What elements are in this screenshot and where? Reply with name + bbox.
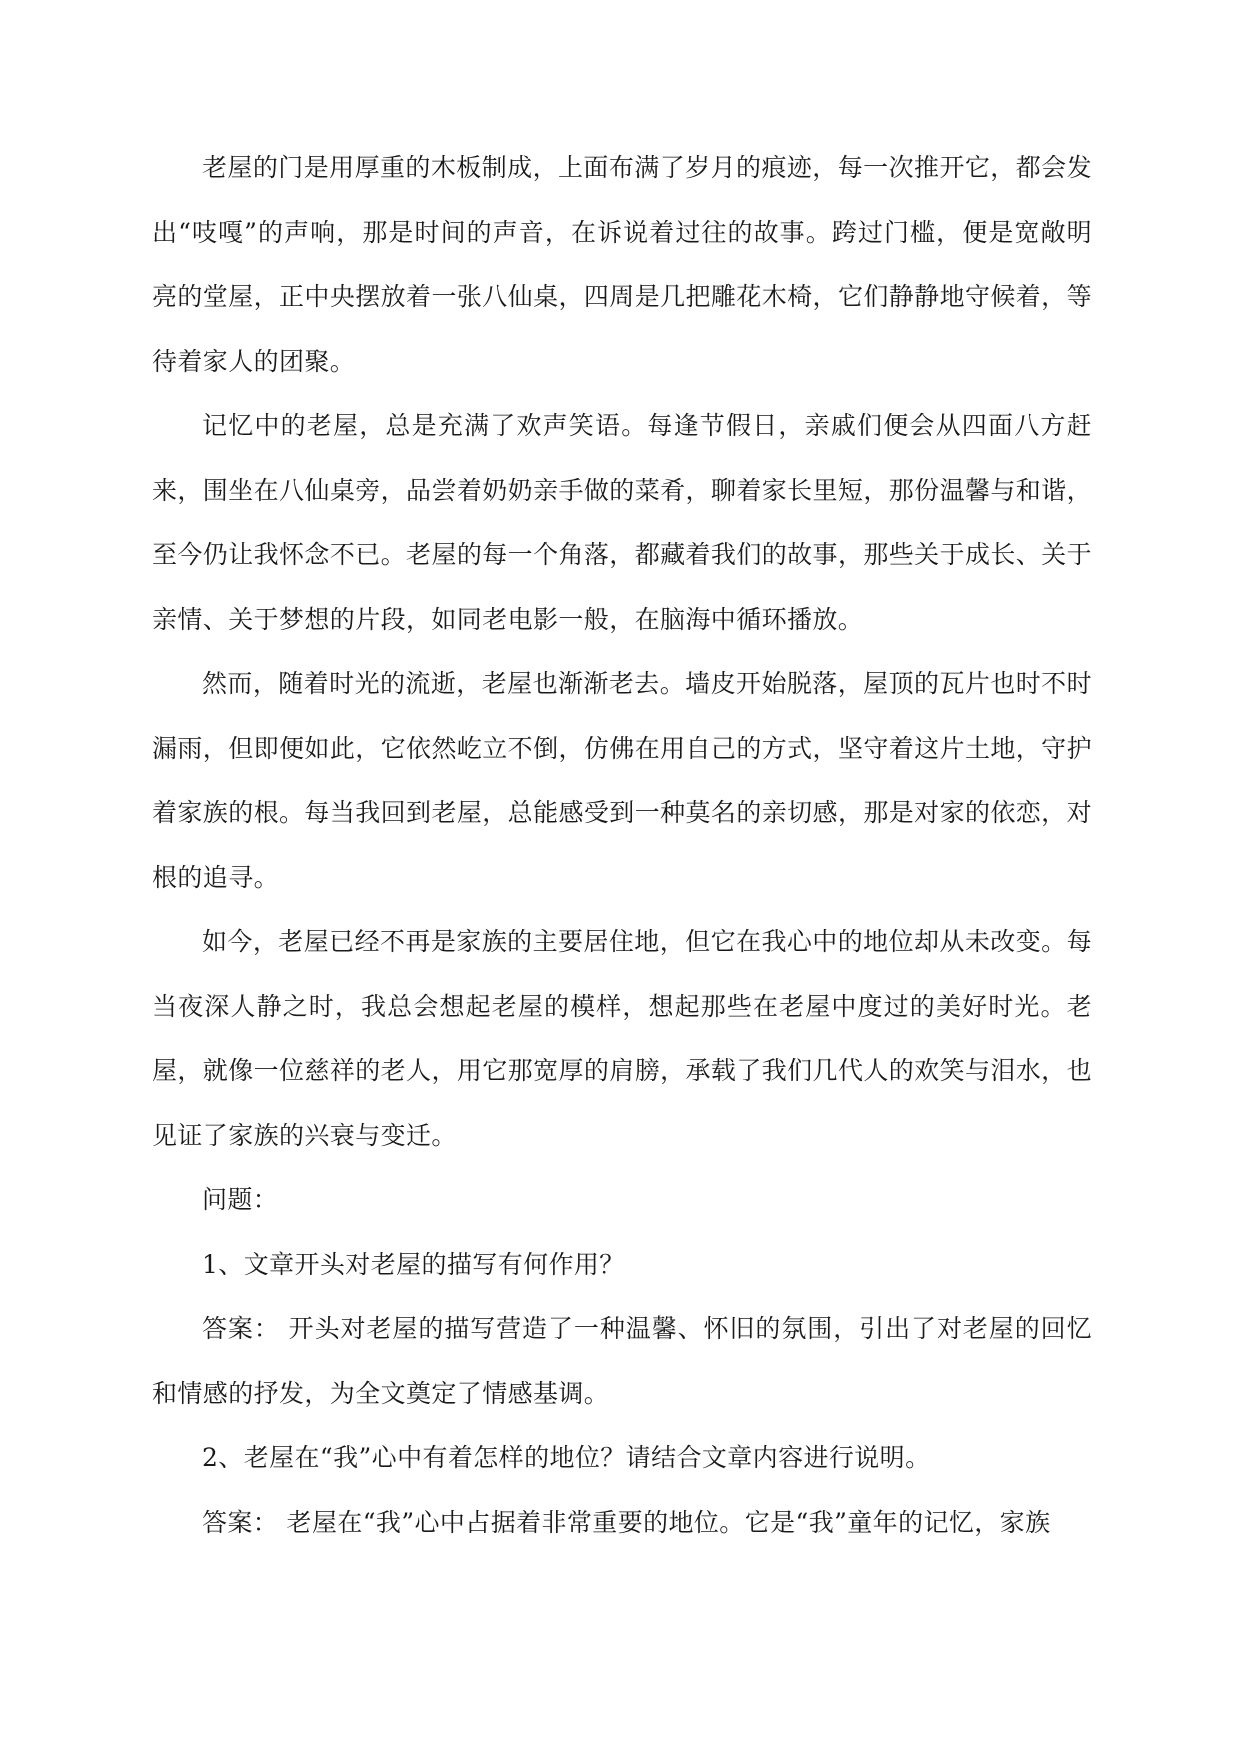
document-body xyxy=(152,136,1092,1555)
paragraph-door: 老屋的门是用厚重的木板制成，上面布满了岁月的痕迹，每一次推开它，都会发出“吱嘎”的声响，那是时间的声音，在诉说着过往的故事。跨过门槛，便是宽敞明亮的堂屋，正中央摆放着一张八仙桌，四周是几把雕花木椅，它们静静地守候着，等待着家人的团聚。 xyxy=(152,153,1092,376)
answer-1: 答案： 开头对老屋的描写营造了一种温馨、怀旧的氛围，引出了对老屋的回忆和情感的抒发，为全文奠定了情感基调。 xyxy=(152,1314,1092,1408)
paragraph-memory: 记忆中的老屋，总是充满了欢声笑语。每逢节假日，亲戚们便会从四面八方赶来，围坐在八仙桌旁，品尝着奶奶亲手做的菜肴，聊着家长里短，那份温馨与和谐，至今仍让我怀念不已。老屋的每一个角落，都藏着我们的故事，那些关于成长、关于亲情、关于梦想的片段，如同老电影一般，在脑海中循环播放。 xyxy=(152,411,1092,634)
paragraph-aging: 然而，随着时光的流逝，老屋也渐渐老去。墙皮开始脱落，屋顶的瓦片也时不时漏雨，但即便如此，它依然屹立不倒，仿佛在用自己的方式，坚守着这片土地，守护着家族的根。每当我回到老屋，总能感受到一种莫名的亲切感，那是对家的依恋，对根的追寻。 xyxy=(152,669,1092,892)
paragraph-present: 如今，老屋已经不再是家族的主要居住地，但它在我心中的地位却从未改变。每当夜深人静之时，我总会想起老屋的模样，想起那些在老屋中度过的美好时光。老屋，就像一位慈祥的老人，用它那宽厚的肩膀，承载了我们几代人的欢笑与泪水，也见证了家族的兴衰与变迁。 xyxy=(152,927,1092,1150)
question-2: 2、老屋在“我”心中有着怎样的地位？请结合文章内容进行说明。 xyxy=(202,1443,931,1472)
questions-heading: 问题： xyxy=(202,1185,279,1214)
question-1: 1、文章开头对老屋的描写有何作用？ xyxy=(202,1249,625,1279)
answer-2: 答案： 老屋在“我”心中占据着非常重要的地位。它是“我”童年的记忆，家族 xyxy=(202,1507,1051,1537)
